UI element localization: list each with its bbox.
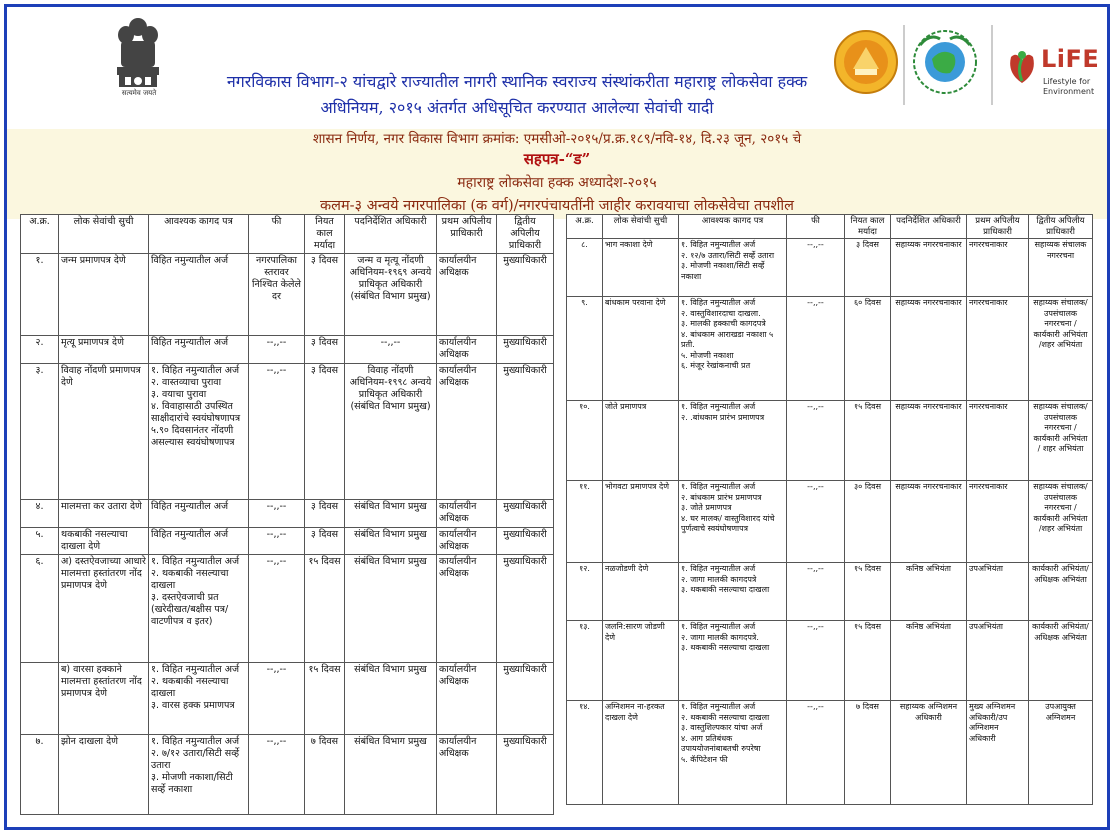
table-row [567, 621, 1093, 701]
first-appellate-authority-cell: कार्यालयीन अधिक्षक [437, 663, 497, 735]
services-table-left [20, 214, 554, 815]
service-name-cell: जोते प्रमाणपत्र [603, 401, 679, 481]
second-appellate-authority-cell: कार्यकारी अभियंता/ अधिक्षक अभियंता [1029, 563, 1093, 621]
service-name-cell: जलनि:सारण जोडणी देणे [603, 621, 679, 701]
emblem-motto: सत्यमेव जयते [121, 89, 157, 97]
header-title [207, 69, 827, 121]
serial-number-cell: ५. [21, 528, 59, 555]
second-appellate-authority-cell: मुख्याधिकारी [497, 500, 554, 528]
second-appellate-authority-cell: मुख्याधिकारी [497, 364, 554, 500]
fee-cell: --,,-- [249, 663, 305, 735]
designated-officer-cell: कनिष्ठ अभियंता [891, 563, 967, 621]
title-band [7, 129, 1107, 219]
designated-officer-cell: सहाय्यक नगररचनाकार [891, 481, 967, 563]
column-header-time-limit: नियत काल मर्यादा [845, 215, 891, 239]
fee-cell: --,,-- [787, 239, 845, 297]
designated-officer-cell: संबंधित विभाग प्रमुख [345, 663, 437, 735]
first-appellate-authority-cell: उपअभियंता [967, 621, 1029, 701]
service-name-cell: अ) दस्तऐवजाच्या आधारे मालमत्ता हस्तांतरण नोंद प्रमाणपत्र देणे [59, 555, 149, 663]
table-row [21, 336, 554, 364]
fee-cell: --,,-- [787, 297, 845, 401]
required-documents-cell: विहित नमुन्यातील अर्ज [149, 528, 249, 555]
fee-cell: --,,-- [249, 735, 305, 815]
first-appellate-authority-cell: कार्यालयीन अधिक्षक [437, 555, 497, 663]
section-title: कलम-३ अन्वये नगरपालिका (क वर्ग)/नगरपंचायतींनी जाहीर करावयाचा लोकसेवेचा तपशील [320, 198, 794, 214]
time-limit-cell: १५ दिवस [845, 563, 891, 621]
header-title-line1: नगरविकास विभाग-२ यांचद्वारे राज्यातील नागरी स्थानिक स्वराज्य संस्थांकरीता महाराष्ट्र लोकसेवा हक्क [226, 72, 808, 91]
time-limit-cell: १५ दिवस [845, 401, 891, 481]
first-appellate-authority-cell: कार्यालयीन अधिक्षक [437, 735, 497, 815]
first-appellate-authority-cell: उपअभियंता [967, 563, 1029, 621]
serial-number-cell: २. [21, 336, 59, 364]
logo-divider [991, 25, 993, 105]
first-appellate-authority-cell: कार्यालयीन अधिक्षक [437, 364, 497, 500]
service-name-cell: मृत्यू प्रमाणपत्र देणे [59, 336, 149, 364]
header [7, 7, 1107, 129]
ordinance-title: महाराष्ट्र लोकसेवा हक्क अध्यादेश-२०१५ [457, 175, 657, 191]
serial-number-cell: ४. [21, 500, 59, 528]
time-limit-cell: ३ दिवस [845, 239, 891, 297]
required-documents-cell: १. विहित नमुन्यातील अर्ज २. थकबाकी नसल्याचा दाखला ३. वास्तुशिल्पकार यांचा अर्ज ४. आग प्रतिबंधक उपाययोजनांबाबतची रुपरेषा ५. कॅपिटेशन फी [679, 701, 787, 805]
table-row [567, 401, 1093, 481]
time-limit-cell: १५ दिवस [845, 621, 891, 701]
required-documents-cell: १. विहित नमुन्यातील अर्ज २. जागा मालकी कागदपत्रे. ३. थकबाकी नसल्याचा दाखला [679, 621, 787, 701]
table-row [567, 563, 1093, 621]
required-documents-cell: विहित नमुन्यातील अर्ज [149, 254, 249, 336]
fee-cell: --,,-- [787, 401, 845, 481]
time-limit-cell: ३० दिवस [845, 481, 891, 563]
serial-number-cell: ९. [567, 297, 603, 401]
fee-cell: --,,-- [787, 701, 845, 805]
second-appellate-authority-cell: मुख्याधिकारी [497, 336, 554, 364]
column-header-serial-number: अ.क्र. [567, 215, 603, 239]
serial-number-cell: १०. [567, 401, 603, 481]
time-limit-cell: ६० दिवस [845, 297, 891, 401]
table-row [21, 364, 554, 500]
first-appellate-authority-cell: कार्यालयीन अधिक्षक [437, 254, 497, 336]
required-documents-cell: १. विहित नमुन्यातील अर्ज २. थकबाकी नसल्याचा दाखला ३. वारस हक्क प्रमाणपत्र [149, 663, 249, 735]
required-documents-cell: १. विहित नमुन्यातील अर्ज २. १२/७ उतारा/सिटी सर्व्हे उतारा ३. मोजणी नकाशा/सिटी सर्व्हे नकाशा [679, 239, 787, 297]
serial-number-cell: १३. [567, 621, 603, 701]
required-documents-cell: विहित नमुन्यातील अर्ज [149, 336, 249, 364]
designated-officer-cell: --,,-- [345, 336, 437, 364]
fee-cell: --,,-- [249, 500, 305, 528]
designated-officer-cell: संबंधित विभाग प्रमुख [345, 555, 437, 663]
required-documents-cell: १. विहित नमुन्यातील अर्ज २. ७/१२ उतारा/सिटी सर्व्हे उतारा ३. मोजणी नकाशा/सिटी सर्व्हे नकाशा [149, 735, 249, 815]
time-limit-cell: ३ दिवस [305, 528, 345, 555]
column-header-second-appellate-authority: द्वितीय अपिलीय प्राधिकारी [1029, 215, 1093, 239]
service-name-cell: नळजोडणी देणे [603, 563, 679, 621]
time-limit-cell: ३ दिवस [305, 254, 345, 336]
designated-officer-cell: सहाय्यक नगररचनाकार [891, 401, 967, 481]
second-appellate-authority-cell: मुख्याधिकारी [497, 735, 554, 815]
table-row [567, 701, 1093, 805]
serial-number-cell: १. [21, 254, 59, 336]
time-limit-cell: १५ दिवस [305, 663, 345, 735]
maharashtra-seal-icon [833, 29, 899, 95]
header-title-line2: अधिनियम, २०१५ अंतर्गत अधिसूचित करण्यात आलेल्या सेवांची यादी [320, 98, 714, 117]
designated-officer-cell: विवाह नोंदणी अधिनियम-१९९८ अन्वये प्राधिकृत अधिकारी (संबंधित विभाग प्रमुख) [345, 364, 437, 500]
column-header-designated-officer: पदनिर्देशित अधिकारी [891, 215, 967, 239]
table-row [21, 500, 554, 528]
time-limit-cell: ३ दिवस [305, 336, 345, 364]
column-header-required-documents: आवश्यक कागद पत्र [679, 215, 787, 239]
second-appellate-authority-cell: सहाय्यक संचालक नगररचना [1029, 239, 1093, 297]
table-row [21, 555, 554, 663]
required-documents-cell: १. विहित नमुन्यातील अर्ज २. वास्तुविशारदाचा दाखला. ३. मालकी हक्काची कागदपत्रे ४. बांधकाम आराखडा नकाशा ५ प्रती. ५. मोजणी नकाशा ६. मंजूर रेखांकनाची प्रत [679, 297, 787, 401]
serial-number-cell [21, 663, 59, 735]
life-tagline: Lifestyle for Environment [1043, 77, 1095, 96]
designated-officer-cell: संबंधित विभाग प्रमुख [345, 735, 437, 815]
required-documents-cell: १. विहित नमुन्यातील अर्ज २. .बांधकाम प्रारंभ प्रमाणपत्र [679, 401, 787, 481]
service-name-cell: जन्म प्रमाणपत्र देणे [59, 254, 149, 336]
first-appellate-authority-cell: नगररचनाकार [967, 481, 1029, 563]
required-documents-cell: १. विहित नमुन्यातील अर्ज २. जागा मालकी कागदपत्रे ३. थकबाकी नसल्याचा दाखला [679, 563, 787, 621]
gr-reference: शासन निर्णय, नगर विकास विभाग क्रमांक: एमसीओ-२०१५/प्र.क्र.१८९/नवि-१४, दि.२३ जून, २०१५ चे [312, 131, 802, 147]
fee-cell: --,,-- [249, 364, 305, 500]
column-header-first-appellate-authority: प्रथम अपिलीय प्राधिकारी [967, 215, 1029, 239]
serial-number-cell: १४. [567, 701, 603, 805]
designated-officer-cell: जन्म व मृत्यू नोंदणी अधिनियम-१९६९ अन्वये प्राधिकृत अधिकारी (संबंधित विभाग प्रमुख) [345, 254, 437, 336]
time-limit-cell: ७ दिवस [305, 735, 345, 815]
table-row [567, 297, 1093, 401]
first-appellate-authority-cell: कार्यालयीन अधिक्षक [437, 500, 497, 528]
required-documents-cell: विहित नमुन्यातील अर्ज [149, 500, 249, 528]
serial-number-cell: ३. [21, 364, 59, 500]
fee-cell: --,,-- [787, 621, 845, 701]
column-header-time-limit: नियत काल मर्यादा [305, 215, 345, 254]
serial-number-cell: ६. [21, 555, 59, 663]
life-logo [1005, 45, 1105, 105]
time-limit-cell: ३ दिवस [305, 364, 345, 500]
service-name-cell: ब) वारसा हक्काने मालमत्ता हस्तांतरण नोंद प्रमाणपत्र देणे [59, 663, 149, 735]
fee-cell: --,,-- [249, 528, 305, 555]
column-header-fee: फी [787, 215, 845, 239]
designated-officer-cell: संबंधित विभाग प्रमुख [345, 528, 437, 555]
fee-cell: --,,-- [787, 481, 845, 563]
column-header-service-name: लोक सेवांची सुची [603, 215, 679, 239]
second-appellate-authority-cell: सहाय्यक संचालक/ उपसंचालक नगररचना / कार्यकारी अभियंता / शहर अभियंता [1029, 401, 1093, 481]
table-row [21, 254, 554, 336]
fee-cell: --,,-- [787, 563, 845, 621]
column-header-serial-number: अ.क्र. [21, 215, 59, 254]
service-name-cell: बांधकाम परवाना देणे [603, 297, 679, 401]
designated-officer-cell: संबंधित विभाग प्रमुख [345, 500, 437, 528]
required-documents-cell: १. विहित नमुन्यातील अर्ज २. वास्तव्याचा पुरावा ३. वयाचा पुरावा ४. विवाहासाठी उपस्थित साक्षीदारांचे स्वयंघोषणापत्र ५.९० दिवसानंतर नोंदणी असल्यास स्वयंघोषणापत्र [149, 364, 249, 500]
column-header-service-name: लोक सेवांची सुची [59, 215, 149, 254]
table-header-row [567, 215, 1093, 239]
second-appellate-authority-cell: मुख्याधिकारी [497, 254, 554, 336]
table-row [21, 528, 554, 555]
serial-number-cell: ७. [21, 735, 59, 815]
column-header-first-appellate-authority: प्रथम अपिलीय प्राधिकारी [437, 215, 497, 254]
column-header-required-documents: आवश्यक कागद पत्र [149, 215, 249, 254]
column-header-second-appellate-authority: द्वितीय अपिलीय प्राधिकारी [497, 215, 554, 254]
fee-cell: नगरपालिका स्तरावर निश्चित केलेले दर [249, 254, 305, 336]
second-appellate-authority-cell: कार्यकारी अभियंता/ अधिक्षक अभियंता [1029, 621, 1093, 701]
second-appellate-authority-cell: सहाय्यक संचालक/ उपसंचालक नगररचना / कार्यकारी अभियंता /शहर अभियंता [1029, 297, 1093, 401]
table-row [567, 239, 1093, 297]
designated-officer-cell: सहाय्यक अग्निशमन अधिकारी [891, 701, 967, 805]
designated-officer-cell: कनिष्ठ अभियंता [891, 621, 967, 701]
service-name-cell: थकबाकी नसल्याचा दाखला देणे [59, 528, 149, 555]
first-appellate-authority-cell: कार्यालयीन अधिक्षक [437, 528, 497, 555]
services-table-right [566, 214, 1093, 805]
column-header-fee: फी [249, 215, 305, 254]
first-appellate-authority-cell: मुख्य अग्निशमन अधिकारी/उप अग्निशमन अधिकारी [967, 701, 1029, 805]
service-name-cell: विवाह नोंदणी प्रमाणपत्र देणे [59, 364, 149, 500]
time-limit-cell: १५ दिवस [305, 555, 345, 663]
life-leaf-icon [1005, 45, 1039, 85]
service-name-cell: भोगवटा प्रमाणपत्र देणे [603, 481, 679, 563]
first-appellate-authority-cell: नगररचनाकार [967, 401, 1029, 481]
required-documents-cell: १. विहित नमुन्यातील अर्ज २. बांधकाम प्रारंभ प्रमाणपत्र ३. जोते प्रमाणपत्र ४. घर मालक/ वास्तुविशारद यांचे पुर्णत्वाचे स्वयंघोषणापत्र [679, 481, 787, 563]
first-appellate-authority-cell: नगररचनाकार [967, 297, 1029, 401]
annexure-label: सहपत्र-“ड” [523, 150, 591, 168]
logo-divider [903, 25, 905, 105]
fee-cell: --,,-- [249, 336, 305, 364]
designated-officer-cell: सहाय्यक नगररचनाकार [891, 239, 967, 297]
green-globe-logo-icon [912, 29, 978, 95]
life-wordmark: LiFE [1041, 45, 1100, 73]
time-limit-cell: ३ दिवस [305, 500, 345, 528]
first-appellate-authority-cell: कार्यालयीन अधिक्षक [437, 336, 497, 364]
serial-number-cell: ११. [567, 481, 603, 563]
service-name-cell: मालमत्ता कर उतारा देणे [59, 500, 149, 528]
second-appellate-authority-cell: मुख्याधिकारी [497, 555, 554, 663]
second-appellate-authority-cell: मुख्याधिकारी [497, 528, 554, 555]
second-appellate-authority-cell: उपआयुक्त अग्निशमन [1029, 701, 1093, 805]
table-row [21, 663, 554, 735]
table-row [567, 481, 1093, 563]
service-name-cell: अग्निशमन ना-हरकत दाखला देणे [603, 701, 679, 805]
table-row [21, 735, 554, 815]
required-documents-cell: १. विहित नमुन्यातील अर्ज २. थकबाकी नसल्याचा दाखला ३. दस्तऐवजाची प्रत (खरेदीखत/बक्षीस पत्र/वाटणीपत्र व इतर) [149, 555, 249, 663]
serial-number-cell: ८. [567, 239, 603, 297]
designated-officer-cell: सहाय्यक नगररचनाकार [891, 297, 967, 401]
service-name-cell: झोन दाखला देणे [59, 735, 149, 815]
service-name-cell: भाग नकाशा देणे [603, 239, 679, 297]
column-header-designated-officer: पदनिर्देशित अधिकारी [345, 215, 437, 254]
second-appellate-authority-cell: सहाय्यक संचालक/ उपसंचालक नगररचना / कार्यकारी अभियंता /शहर अभियंता [1029, 481, 1093, 563]
serial-number-cell: १२. [567, 563, 603, 621]
time-limit-cell: ७ दिवस [845, 701, 891, 805]
second-appellate-authority-cell: मुख्याधिकारी [497, 663, 554, 735]
table-header-row [21, 215, 554, 254]
fee-cell: --,,-- [249, 555, 305, 663]
first-appellate-authority-cell: नगररचनाकार [967, 239, 1029, 297]
